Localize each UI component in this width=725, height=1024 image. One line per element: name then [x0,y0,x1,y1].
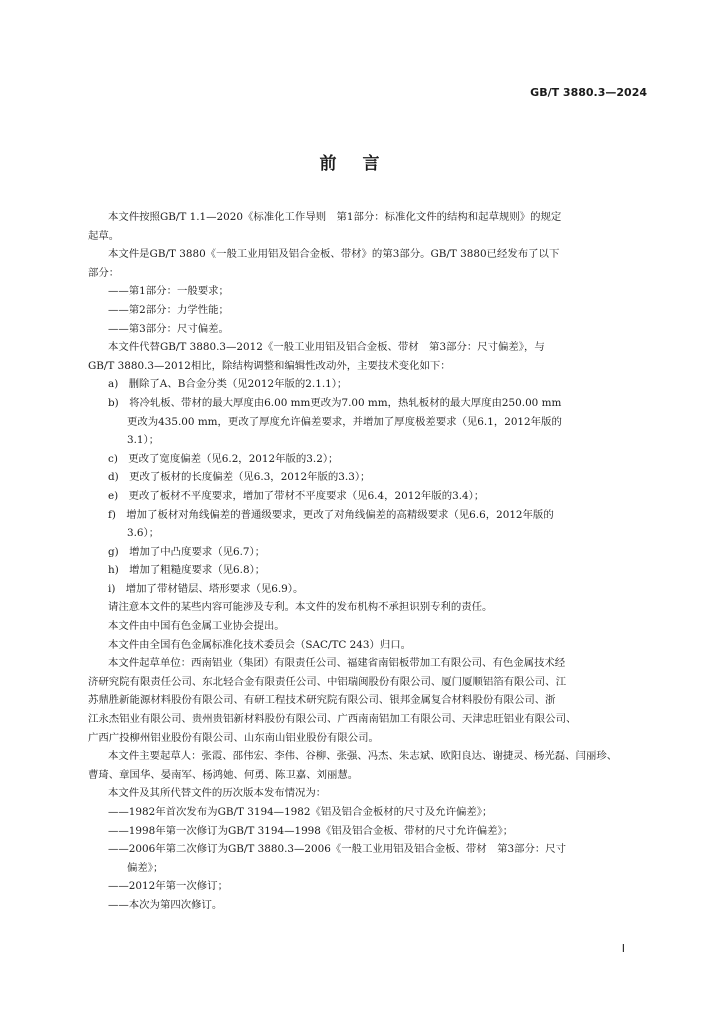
document-number-header: GB/T 3880.3—2024 [530,86,647,99]
list-item-continuation: 更改为435.00 mm，更改了厚度允许偏差要求，并增加了厚度极差要求（见6.1，2012年版的 [127,415,562,428]
body-text [88,208,650,915]
text-line: 本文件是GB/T 3880《一般工业用铝及铝合金板、带材》的第3部分。GB/T 3880已经发布了以下 [108,248,560,261]
list-item: c) 更改了宽度偏差（见6.2，2012年版的3.2）； [108,452,339,465]
list-item: ——第1部分：一般要求； [108,285,229,298]
list-item: e) 更改了板材不平度要求，增加了带材不平度要求（见6.4，2012年版的3.4）； [108,489,485,502]
list-item: i) 增加了带材错层、塔形要求（见6.9）。 [108,582,304,595]
list-item: ——2006年第二次修订为GB/T 3880.3—2006《一般工业用铝及铝合金板、带材 第3部分：尺寸 [108,843,567,856]
text-line: 本文件及其所代替文件的历次版本发布情况为： [108,787,327,800]
text-line: GB/T 3880.3—2012相比，除结构调整和编辑性改动外，主要技术变化如下： [88,359,451,372]
text-line: 起草。 [88,229,120,242]
list-item: f) 增加了板材对角线偏差的普通级要求，更改了对角线偏差的高精级要求（见6.6，2012年版的 [108,508,554,521]
list-item: d) 更改了板材的长度偏差（见6.3，2012年版的3.3）； [108,471,371,484]
list-item: ——本次为第四次修订。 [108,898,223,911]
list-item: ——1998年第一次修订为GB/T 3194—1998《铝及铝合金板、带材的尺寸允许偏差》； [108,824,514,837]
text-line: 部分： [88,266,120,279]
text-line: 江永杰铝业有限公司、贵州贵铝新材料股份有限公司、广西南南铝加工有限公司、天津忠旺铝业有限公司、 [88,713,577,726]
text-line: 苏鼎胜新能源材料股份有限公司、有研工程技术研究院有限公司、银邦金属复合材料股份有限公司、浙 [88,694,556,707]
list-item-continuation: 偏差》； [127,861,164,874]
list-item: a) 删除了A、B合金分类（见2012年版的2.1.1）； [108,378,348,391]
list-item-continuation: 3.6）； [127,527,160,540]
text-line: 本文件代替GB/T 3880.3—2012《一般工业用铝及铝合金板、带材 第3部分：尺寸偏差》，与 [108,341,545,354]
page-number: I [621,942,625,955]
list-item: ——第3部分：尺寸偏差。 [108,322,229,335]
text-line: 本文件由中国有色金属工业协会提出。 [108,620,285,633]
text-line: 请注意本文件的某些内容可能涉及专利。本文件的发布机构不承担识别专利的责任。 [108,601,493,614]
list-item: ——1982年首次发布为GB/T 3194—1982《铝及铝合金板材的尺寸及允许偏差》； [108,806,493,818]
list-item: ——第2部分：力学性能； [108,303,229,316]
text-line: 本文件按照GB/T 1.1—2020《标准化工作导则 第1部分：标准化文件的结构和起草规则》的规定 [108,211,562,223]
text-line: 广西广投柳州铝业股份有限公司、山东南山铝业股份有限公司。 [88,731,379,744]
text-line: 本文件主要起草人：张霞、邵伟宏、李伟、谷柳、张强、冯杰、朱志斌、欧阳良达、谢捷灵、杨光磊、闫丽珍、 [108,750,618,763]
text-line: 本文件由全国有色金属标准化技术委员会（SAC/TC 243）归口。 [108,638,412,651]
text-line: 济研究院有限责任公司、东北轻合金有限责任公司、中铝瑞闽股份有限公司、厦门厦顺铝箔有限公司、江 [88,675,566,688]
list-item-continuation: 3.1）； [127,434,160,447]
list-item: b) 将冷轧板、带材的最大厚度由6.00 mm更改为7.00 mm，热轧板材的最大厚度由250.00 mm [108,396,562,409]
text-line: 本文件起草单位：西南铝业（集团）有限责任公司、福建省南铝板带加工有限公司、有色金属技术经 [108,657,566,670]
list-item: h) 增加了粗糙度要求（见6.8）； [108,564,266,577]
text-line: 曹琦、章国华、晏南军、杨鸿她、何勇、陈卫嘉、刘丽慧。 [88,768,359,781]
page-title: 前言 [319,154,406,174]
list-item: g) 增加了中凸度要求（见6.7）； [108,545,266,558]
list-item: ——2012年第一次修订； [108,880,228,893]
